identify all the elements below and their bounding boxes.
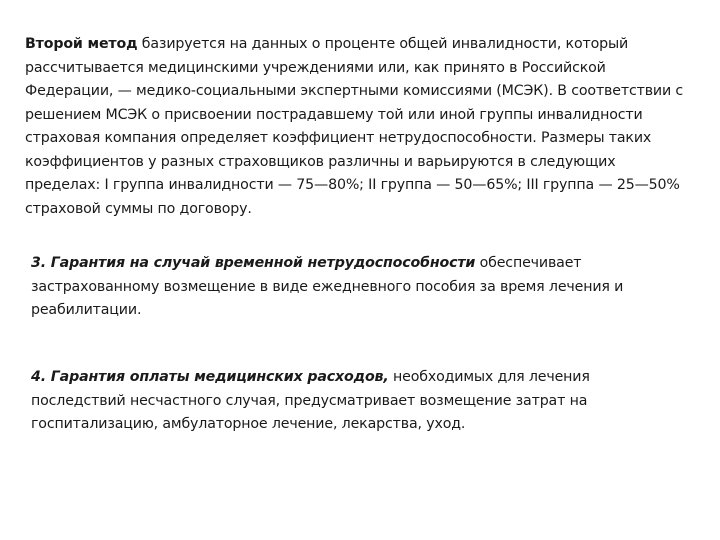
- paragraph-guarantee-medical-expenses: [31, 366, 686, 437]
- paragraph-second-method: [25, 33, 690, 221]
- paragraph-guarantee-temporary-disability: [31, 252, 686, 323]
- paragraph-body: обеспечивает застрахованному возмещение в виде ежедневного пособия за время лечения и реабилитации.: [31, 255, 624, 318]
- paragraph-lead: 4. Гарантия оплаты медицинских расходов,: [31, 369, 389, 385]
- paragraph-body: базируется на данных о проценте общей инвалидности, который рассчитывается медицинскими учреждениями или, как принято в Российской Федерации, — медико-социальными экспертными комиссиями (МСЭК). В соответствии с решением МСЭК о присвоении пострадавшему той или иной группы инвалидности страховая компания определяет коэффициент нетрудоспособности. Размеры таких коэффициентов у разных страховщиков различны и варьируются в следующих пределах: I группа инвалидности — 75—80%; II группа — 50—65%; III группа — 25—50% страховой суммы по договору.: [25, 36, 684, 217]
- paragraph-lead: 3. Гарантия на случай временной нетрудоспособности: [31, 255, 476, 271]
- paragraph-lead: Второй метод: [25, 36, 138, 52]
- paragraph-body: необходимых для лечения последствий несчастного случая, предусматривает возмещение затрат на госпитализацию, амбулаторное лечение, лекарства, уход.: [31, 369, 590, 432]
